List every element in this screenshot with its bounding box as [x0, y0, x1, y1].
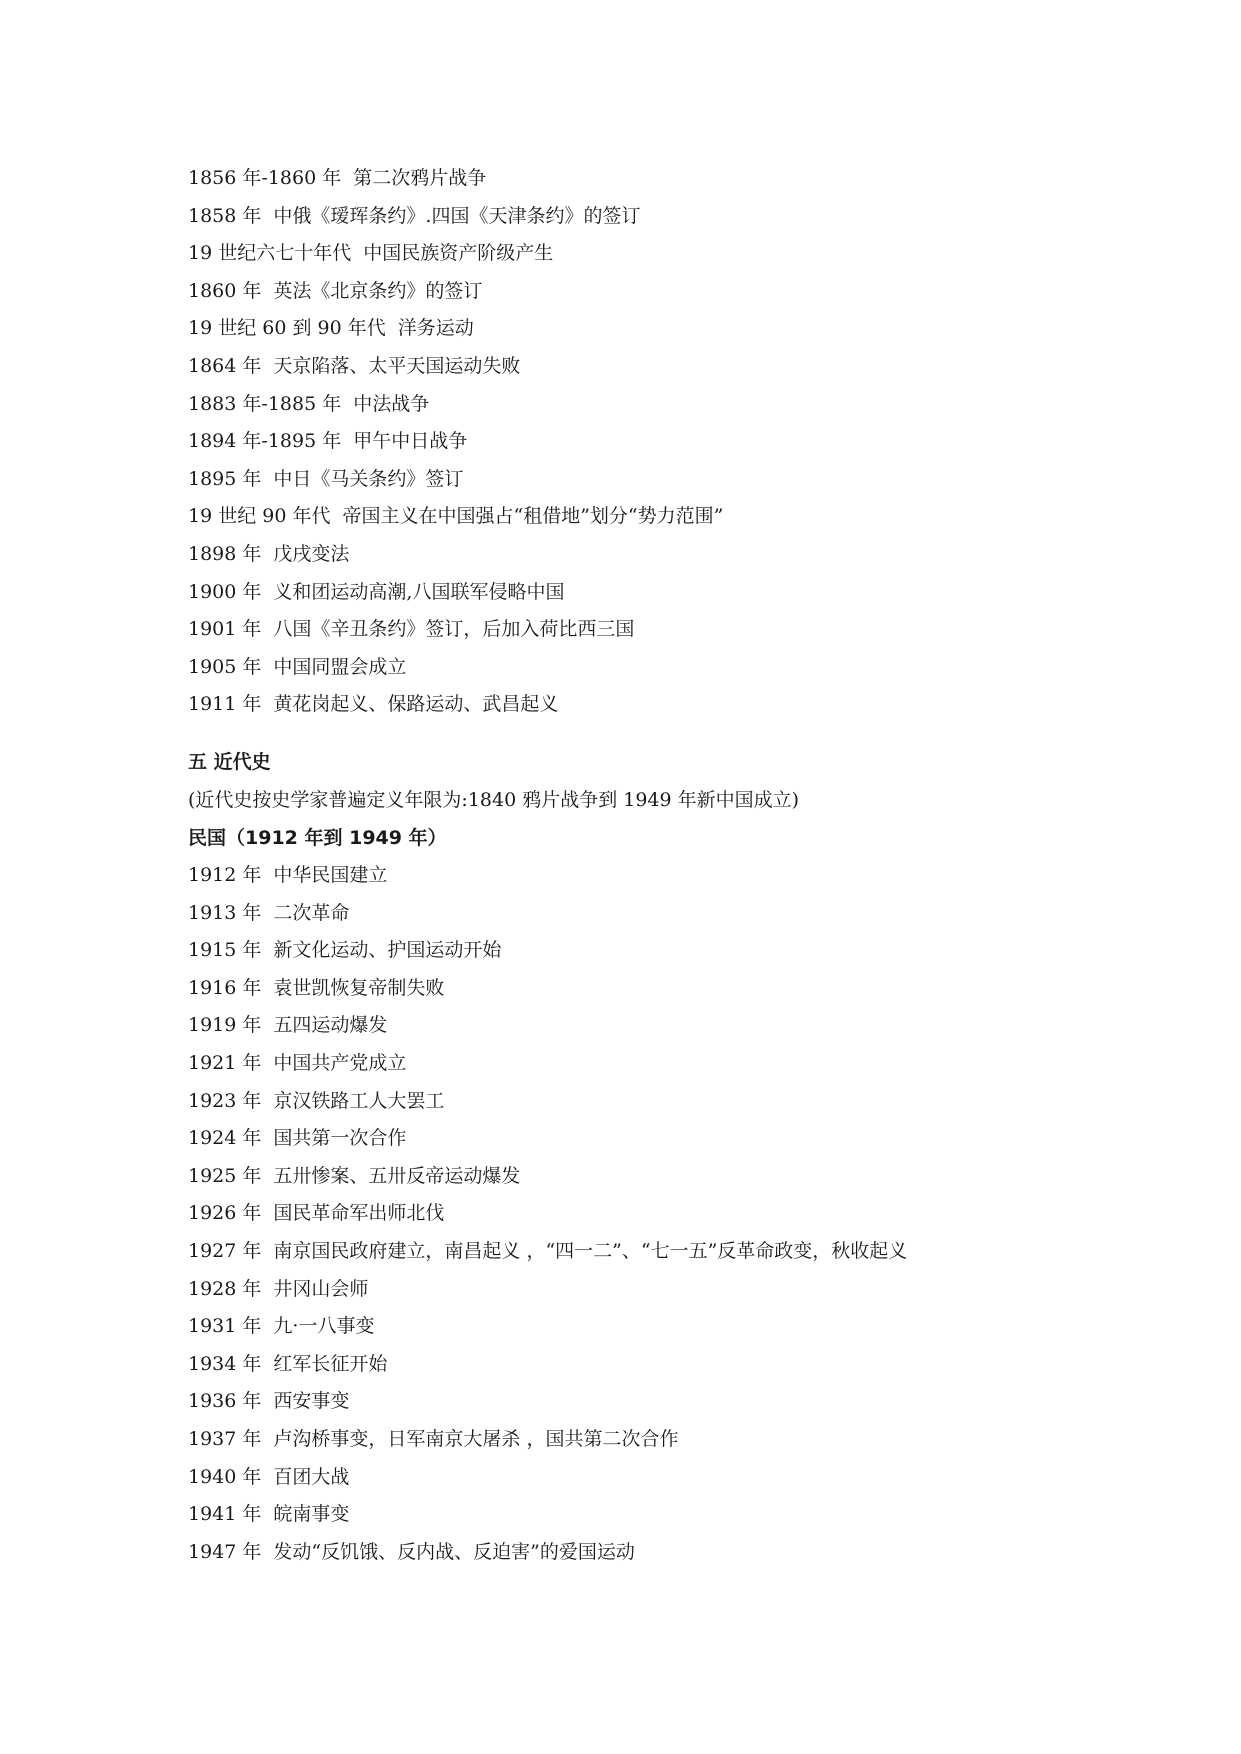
- timeline-year: 1924 年: [188, 1127, 262, 1150]
- timeline-event: 二次革命: [273, 901, 350, 924]
- timeline-entry: [188, 423, 1188, 461]
- timeline-entry: [188, 686, 1188, 724]
- timeline-event: 中日《马关条约》签订: [273, 467, 464, 490]
- timeline-year: 1860 年: [188, 279, 262, 302]
- timeline-list-b: [188, 857, 1188, 1571]
- timeline-event: 袁世凯恢复帝制失败: [273, 976, 445, 999]
- timeline-year: 1931 年: [188, 1315, 262, 1338]
- timeline-entry: [188, 1496, 1188, 1534]
- section-heading: 五 近代史: [188, 750, 271, 773]
- timeline-event: 南京国民政府建立，南昌起义 ，“四一二”、“七一五”反革命政变，秋收起义: [273, 1240, 908, 1263]
- timeline-entry: [188, 1421, 1188, 1459]
- timeline-entry: [188, 1346, 1188, 1384]
- timeline-event: 甲午中日战争: [353, 430, 468, 453]
- timeline-entry: [188, 235, 1188, 273]
- timeline-event: 国民革命军出师北伐: [273, 1202, 445, 1225]
- timeline-event: 黄花岗起义、保路运动、武昌起义: [273, 693, 559, 716]
- timeline-event: 戊戌变法: [273, 542, 350, 565]
- timeline-entry: [188, 198, 1188, 236]
- timeline-year: 1919 年: [188, 1014, 262, 1037]
- document-page: [188, 160, 1188, 1571]
- timeline-entry: [188, 160, 1188, 198]
- timeline-event: 中华民国建立: [273, 864, 388, 887]
- timeline-year: 19 世纪 90 年代: [188, 505, 331, 528]
- timeline-event: 京汉铁路工人大罢工: [273, 1089, 445, 1112]
- timeline-event: 义和团运动高潮,八国联军侵略中国: [273, 580, 565, 603]
- timeline-entry: [188, 1120, 1188, 1158]
- timeline-event: 井冈山会师: [273, 1277, 369, 1300]
- timeline-year: 1911 年: [188, 693, 262, 716]
- timeline-entry: [188, 1383, 1188, 1421]
- timeline-event: 中国共产党成立: [273, 1052, 407, 1075]
- timeline-entry: [188, 310, 1188, 348]
- timeline-entry: [188, 273, 1188, 311]
- timeline-event: 五卅惨案、五卅反帝运动爆发: [273, 1164, 521, 1187]
- timeline-entry: [188, 386, 1188, 424]
- timeline-year: 1913 年: [188, 901, 262, 924]
- timeline-entry: [188, 498, 1188, 536]
- timeline-year: 1898 年: [188, 542, 262, 565]
- timeline-event: 红军长征开始: [273, 1352, 388, 1375]
- timeline-event: 帝国主义在中国强占“租借地”划分“势力范围”: [342, 505, 724, 528]
- timeline-year: 1934 年: [188, 1352, 262, 1375]
- timeline-year: 1856 年-1860 年: [188, 167, 342, 189]
- timeline-entry: [188, 895, 1188, 933]
- timeline-event: 发动“反饥饿、反内战、反迫害”的爱国运动: [273, 1540, 635, 1563]
- timeline-entry: [188, 1233, 1188, 1271]
- timeline-event: 西安事变: [273, 1390, 350, 1413]
- timeline-event: 中国同盟会成立: [273, 655, 407, 678]
- timeline-event: 洋务运动: [397, 317, 474, 340]
- timeline-entry: [188, 1271, 1188, 1309]
- timeline-entry: [188, 1083, 1188, 1121]
- timeline-entry: [188, 1459, 1188, 1497]
- timeline-event: 第二次鸦片战争: [353, 167, 487, 189]
- timeline-event: 中法战争: [353, 392, 430, 415]
- timeline-year: 1901 年: [188, 618, 262, 641]
- timeline-year: 1895 年: [188, 467, 262, 490]
- timeline-year: 1858 年: [188, 204, 262, 227]
- timeline-year: 19 世纪 60 到 90 年代: [188, 317, 386, 340]
- timeline-entry: [188, 536, 1188, 574]
- timeline-year: 1940 年: [188, 1465, 262, 1488]
- timeline-event: 新文化运动、护国运动开始: [273, 939, 502, 962]
- timeline-year: 1928 年: [188, 1277, 262, 1300]
- timeline-event: 百团大战: [273, 1465, 350, 1488]
- timeline-year: 19 世纪六七十年代: [188, 242, 352, 265]
- timeline-entry: [188, 611, 1188, 649]
- timeline-entry: [188, 1534, 1188, 1572]
- timeline-event: 皖南事变: [273, 1503, 350, 1526]
- timeline-year: 1921 年: [188, 1052, 262, 1075]
- timeline-entry: [188, 1158, 1188, 1196]
- timeline-entry: [188, 932, 1188, 970]
- timeline-entry: [188, 857, 1188, 895]
- timeline-year: 1915 年: [188, 939, 262, 962]
- timeline-event: 八国《辛丑条约》签订，后加入荷比西三国: [273, 618, 635, 641]
- timeline-year: 1905 年: [188, 655, 262, 678]
- timeline-entry: [188, 970, 1188, 1008]
- timeline-year: 1925 年: [188, 1164, 262, 1187]
- subheading: 民国（1912 年到 1949 年）: [188, 826, 447, 849]
- timeline-event: 天京陷落、太平天国运动失败: [273, 354, 521, 377]
- timeline-entry: [188, 1045, 1188, 1083]
- timeline-list-a: [188, 160, 1188, 724]
- timeline-entry: [188, 574, 1188, 612]
- timeline-year: 1927 年: [188, 1240, 262, 1263]
- timeline-year: 1864 年: [188, 354, 262, 377]
- timeline-year: 1900 年: [188, 580, 262, 603]
- timeline-year: 1916 年: [188, 976, 262, 999]
- timeline-year: 1926 年: [188, 1202, 262, 1225]
- timeline-year: 1937 年: [188, 1428, 262, 1450]
- timeline-entry: [188, 348, 1188, 386]
- timeline-event: 国共第一次合作: [273, 1127, 407, 1150]
- timeline-year: 1894 年-1895 年: [188, 430, 342, 453]
- section-note: (近代史按史学家普遍定义年限为:1840 鸦片战争到 1949 年新中国成立): [188, 788, 800, 811]
- timeline-entry: [188, 1195, 1188, 1233]
- timeline-event: 中国民族资产阶级产生: [363, 242, 554, 265]
- timeline-entry: [188, 1007, 1188, 1045]
- timeline-event: 中俄《瑷珲条约》.四国《天津条约》的签订: [273, 204, 641, 227]
- timeline-entry: [188, 1308, 1188, 1346]
- timeline-entry: [188, 649, 1188, 687]
- timeline-year: 1923 年: [188, 1089, 262, 1112]
- timeline-year: 1941 年: [188, 1503, 262, 1526]
- timeline-year: 1947 年: [188, 1540, 262, 1563]
- timeline-year: 1936 年: [188, 1390, 262, 1413]
- timeline-event: 英法《北京条约》的签订: [273, 279, 483, 302]
- timeline-event: 五四运动爆发: [273, 1014, 388, 1037]
- timeline-year: 1883 年-1885 年: [188, 392, 342, 415]
- timeline-event: 卢沟桥事变，日军南京大屠杀 ，国共第二次合作: [273, 1428, 679, 1450]
- timeline-year: 1912 年: [188, 864, 262, 887]
- timeline-entry: [188, 461, 1188, 499]
- timeline-event: 九·一八事变: [273, 1315, 375, 1338]
